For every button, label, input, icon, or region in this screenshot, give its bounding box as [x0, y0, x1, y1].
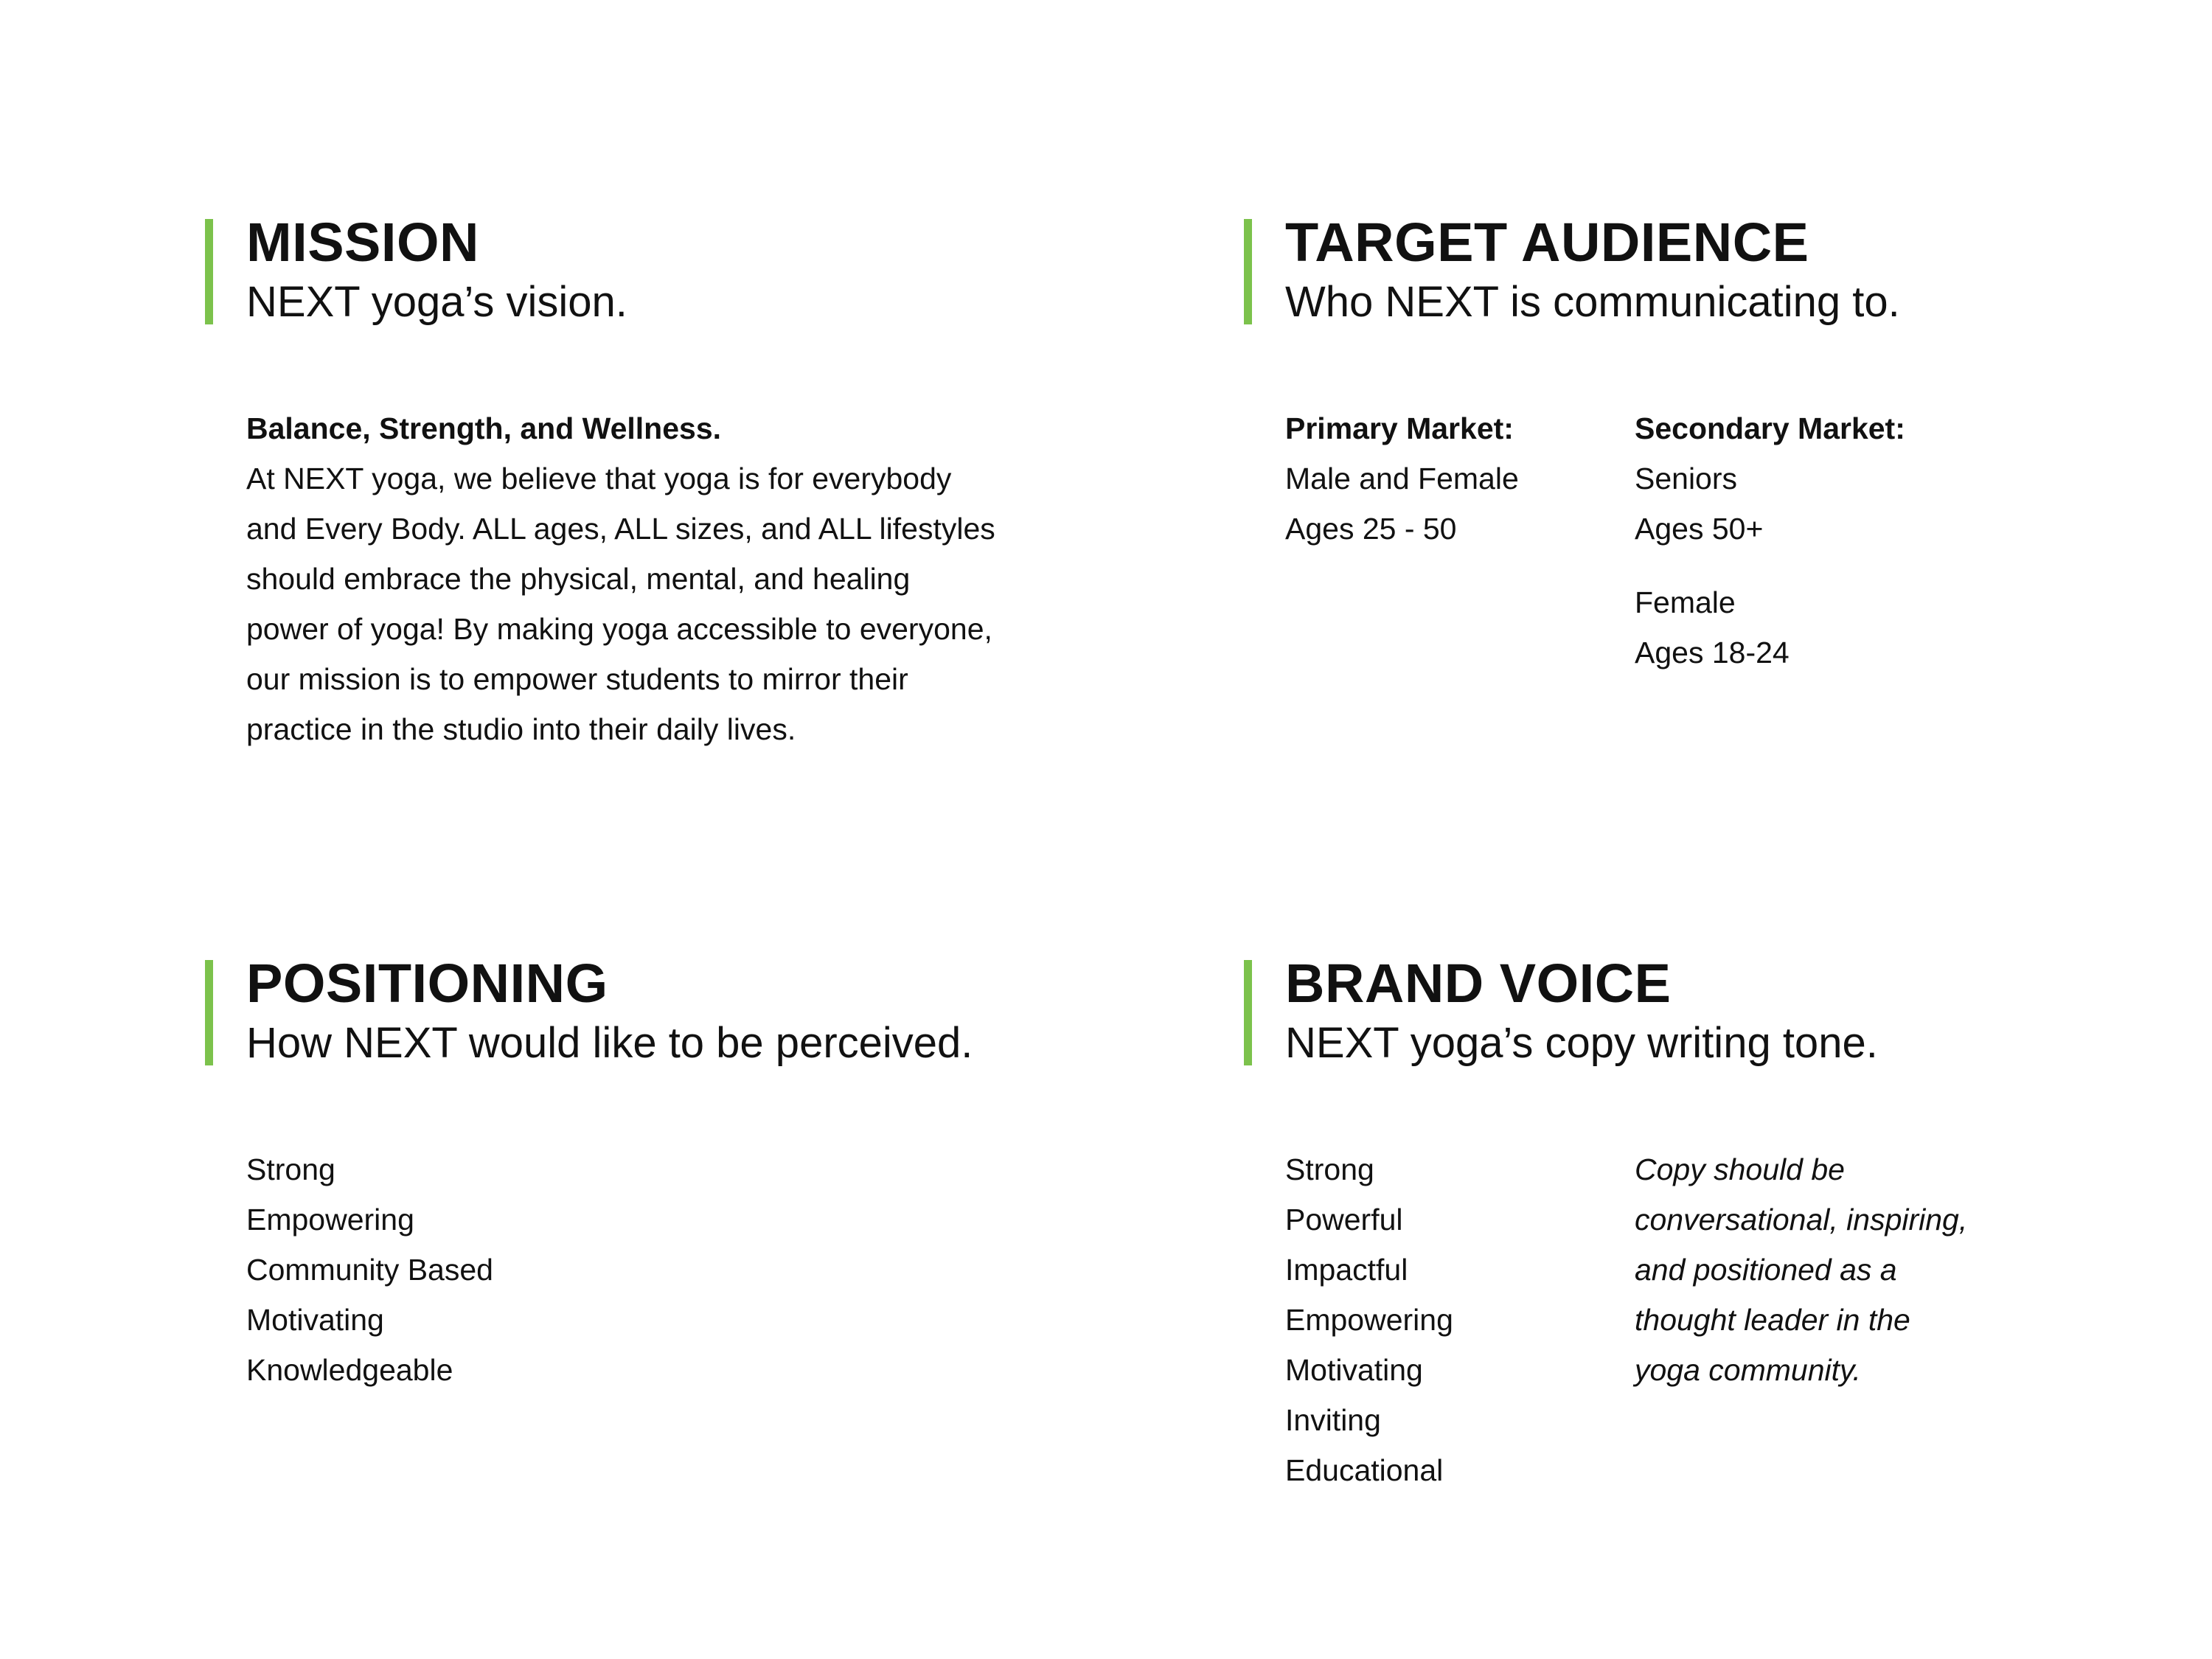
- positioning-accent-bar: [205, 960, 213, 1065]
- brand-voice-item: Educational: [1285, 1453, 1444, 1487]
- secondary-market-spacer: [1635, 554, 1905, 577]
- secondary-market: [1635, 403, 1905, 678]
- mission-line: our mission is to empower students to mirror their: [246, 662, 908, 696]
- mission-line: and Every Body. ALL ages, ALL sizes, and ALL lifestyles: [246, 512, 995, 546]
- brand-voice-list: [1285, 1144, 1453, 1495]
- secondary-market-line: Female: [1635, 585, 1736, 619]
- brand-voice-item: Motivating: [1285, 1353, 1423, 1387]
- positioning-subheading: How NEXT would like to be perceived.: [246, 1019, 973, 1067]
- primary-market: [1285, 403, 1519, 554]
- brand-voice-subheading: NEXT yoga’s copy writing tone.: [1285, 1019, 1878, 1067]
- secondary-market-line: Seniors: [1635, 462, 1738, 495]
- brand-voice-note-line: Copy should be: [1635, 1152, 1845, 1186]
- brand-voice-note: [1635, 1144, 1967, 1395]
- secondary-market-label: Secondary Market:: [1635, 411, 1905, 445]
- target-audience-accent-bar: [1244, 219, 1252, 324]
- brand-voice-accent-bar: [1244, 960, 1252, 1065]
- brand-voice-note-line: and positioned as a: [1635, 1253, 1897, 1287]
- mission-line: should embrace the physical, mental, and healing: [246, 562, 911, 596]
- target-audience-heading: TARGET AUDIENCE: [1285, 212, 1809, 273]
- mission-accent-bar: [205, 219, 213, 324]
- positioning-list: [246, 1144, 493, 1395]
- mission-line: At NEXT yoga, we believe that yoga is for everybody: [246, 462, 952, 495]
- brand-voice-heading: BRAND VOICE: [1285, 953, 1672, 1014]
- brand-voice-note-line: thought leader in the: [1635, 1303, 1910, 1337]
- mission-lead: Balance, Strength, and Wellness.: [246, 411, 722, 445]
- positioning-item: Empowering: [246, 1203, 414, 1237]
- brand-voice-item: Powerful: [1285, 1203, 1403, 1237]
- mission-line: power of yoga! By making yoga accessible to everyone,: [246, 612, 992, 646]
- brand-voice-item: Strong: [1285, 1152, 1374, 1186]
- mission-line: practice in the studio into their daily lives.: [246, 712, 796, 746]
- brand-voice-item: Impactful: [1285, 1253, 1408, 1287]
- brand-voice-item: Inviting: [1285, 1403, 1381, 1437]
- mission-heading: MISSION: [246, 212, 479, 273]
- primary-market-line: Ages 25 - 50: [1285, 512, 1457, 546]
- target-audience-subheading: Who NEXT is communicating to.: [1285, 278, 1900, 326]
- brand-voice-note-line: yoga community.: [1635, 1353, 1861, 1387]
- primary-market-line: Male and Female: [1285, 462, 1519, 495]
- secondary-market-line: Ages 50+: [1635, 512, 1764, 546]
- brand-voice-note-line: conversational, inspiring,: [1635, 1203, 1968, 1237]
- primary-market-label: Primary Market:: [1285, 411, 1514, 445]
- positioning-item: Knowledgeable: [246, 1353, 453, 1387]
- positioning-item: Strong: [246, 1152, 335, 1186]
- positioning-item: Community Based: [246, 1253, 493, 1287]
- mission-subheading: NEXT yoga’s vision.: [246, 278, 627, 326]
- secondary-market-line: Ages 18-24: [1635, 636, 1790, 669]
- mission-body: [246, 403, 995, 754]
- brand-voice-item: Empowering: [1285, 1303, 1453, 1337]
- positioning-heading: POSITIONING: [246, 953, 608, 1014]
- positioning-item: Motivating: [246, 1303, 384, 1337]
